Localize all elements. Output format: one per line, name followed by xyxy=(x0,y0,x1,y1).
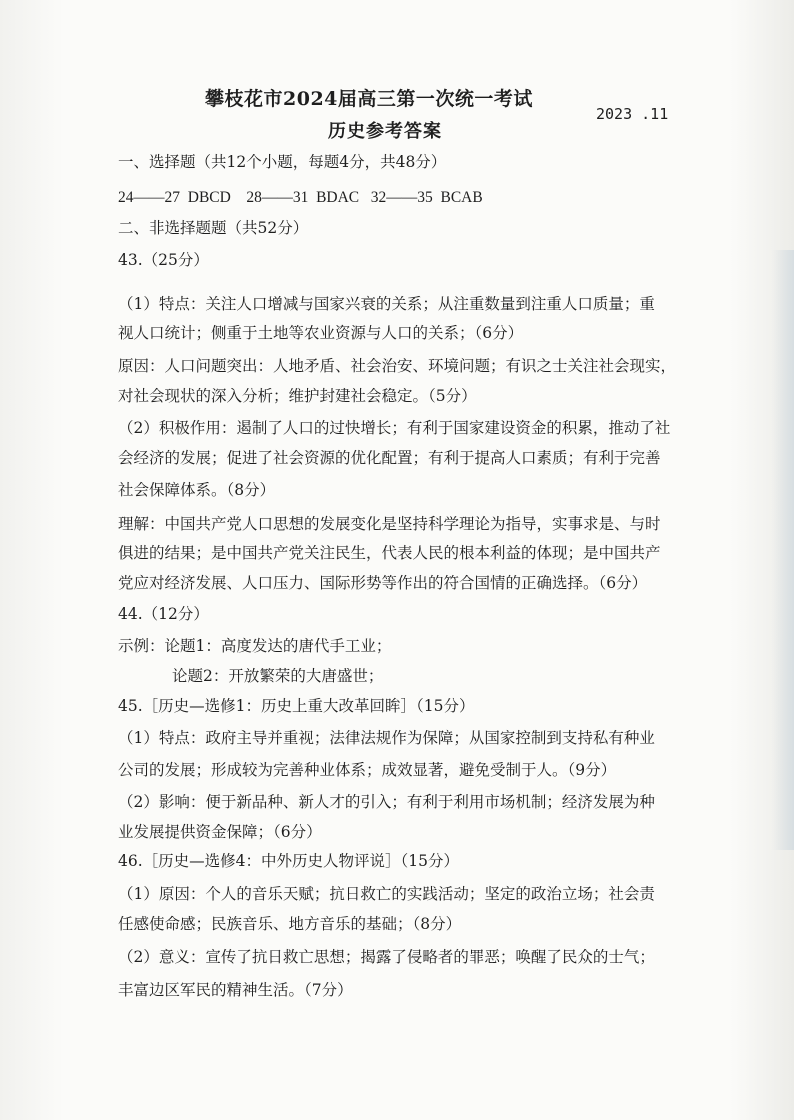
q43-label: 43.（25分） xyxy=(118,251,209,269)
q46-part2-line1: （2）意义：宣传了抗日救亡思想；揭露了侵略者的罪恶；唤醒了民众的士气； xyxy=(118,948,655,966)
q43-understanding-line2: 俱进的结果；是中国共产党关注民生，代表人民的根本利益的体现；是中国共产 xyxy=(118,544,661,562)
q45-part1-line1: （1）特点：政府主导并重视；法律法规作为保障；从国家控制到支持私有种业 xyxy=(118,729,655,747)
q45-part2-line2: 业发展提供资金保障；（6分） xyxy=(118,823,322,841)
q43-part2-line3: 社会保障体系。（8分） xyxy=(118,481,276,499)
q43-reason-line2: 对社会现状的深入分析；维护封建社会稳定。（5分） xyxy=(118,387,477,405)
q43-part1-line1: （1）特点：关注人口增减与国家兴衰的关系；从注重数量到注重人口质量；重 xyxy=(118,295,655,313)
q43-part2-line2: 会经济的发展；促进了社会资源的优化配置；有利于提高人口素质；有利于完善 xyxy=(118,449,661,467)
q43-reason-line1: 原因：人口问题突出：人地矛盾、社会治安、环境问题；有识之士关注社会现实， xyxy=(118,357,677,375)
multiple-choice-answers: 24——27 DBCD 28——31 BDAC 32——35 BCAB xyxy=(118,189,483,206)
q46-part2-line2: 丰富边区军民的精神生活。（7分） xyxy=(118,981,353,999)
page-subtitle: 历史参考答案 xyxy=(328,121,442,142)
q43-part1-line2: 视人口统计；侧重于土地等农业资源与人口的关系；（6分） xyxy=(118,324,524,342)
page-edge-shadow xyxy=(772,250,794,850)
q45-part2-line1: （2）影响：便于新品种、新人才的引入；有利于利用市场机制；经济发展为种 xyxy=(118,793,655,811)
q44-example1: 示例：论题1：高度发达的唐代手工业； xyxy=(118,637,392,655)
q43-understanding-line3: 党应对经济发展、人口压力、国际形势等作出的符合国情的正确选择。（6分） xyxy=(118,574,648,592)
q46-part1-line1: （1）原因：个人的音乐天赋；抗日救亡的实践活动；坚定的政治立场；社会责 xyxy=(118,885,655,903)
exam-date: 2023 .11 xyxy=(596,105,669,123)
section1-heading: 一、选择题（共12个小题，每题4分，共48分） xyxy=(118,153,447,171)
section2-heading: 二、非选择题题（共52分） xyxy=(118,219,309,237)
q43-understanding-line1: 理解：中国共产党人口思想的发展变化是坚持科学理论为指导，实事求是、与时 xyxy=(118,515,661,533)
q45-label: 45.［历史—选修1：历史上重大改革回眸］（15分） xyxy=(118,697,475,715)
q44-label: 44.（12分） xyxy=(118,605,209,623)
exam-title: 攀枝花市2024届高三第一次统一考试 xyxy=(205,88,533,110)
q46-part1-line2: 任感使命感；民族音乐、地方音乐的基础；（8分） xyxy=(118,915,462,933)
q46-label: 46.［历史—选修4：中外历史人物评说］（15分） xyxy=(118,852,459,870)
q44-example2: 论题2：开放繁荣的大唐盛世； xyxy=(172,667,384,685)
q43-part2-line1: （2）积极作用：遏制了人口的过快增长；有利于国家建设资金的积累，推动了社 xyxy=(118,419,671,437)
q45-part1-line2: 公司的发展；形成较为完善种业体系；成效显著，避免受制于人。（9分） xyxy=(118,761,617,779)
